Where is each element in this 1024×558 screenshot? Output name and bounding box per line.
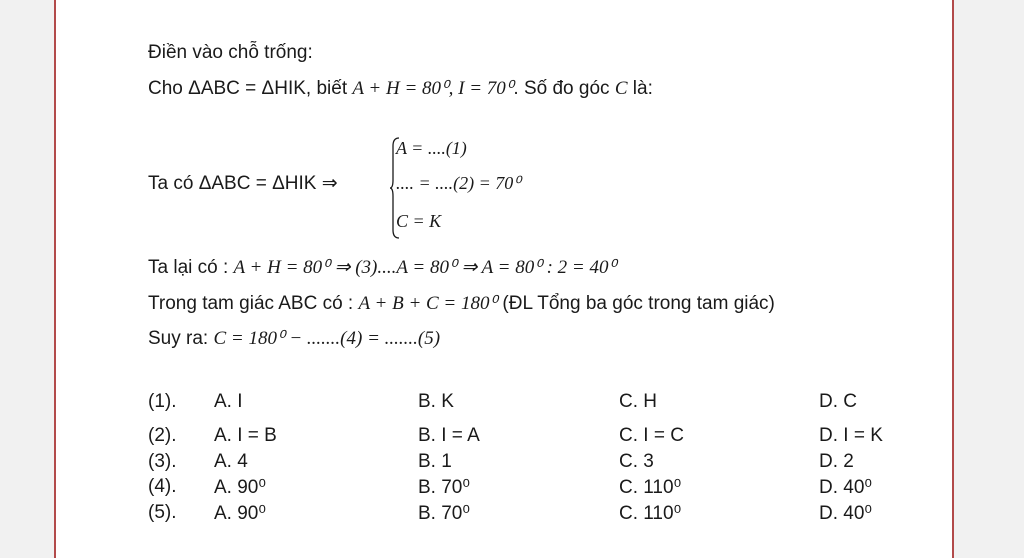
system-row-3: C = K <box>396 211 442 231</box>
given-suffix: . Số đo góc <box>513 78 610 99</box>
exercise-title: Điền vào chỗ trống: <box>148 42 313 63</box>
option-a: A. I = B <box>214 425 277 446</box>
document-page <box>54 0 954 558</box>
option-d: D. 40⁰ <box>819 477 873 498</box>
option-c: C. 3 <box>619 451 654 472</box>
lai-co-label: Ta lại có : <box>148 257 229 278</box>
option-number: (5). <box>148 502 177 523</box>
line-tam-giac <box>148 292 775 315</box>
tam-giac-expression: A + B + C = 180⁰ <box>358 293 498 314</box>
system-label: Ta có ΔABC = ΔHIK ⇒ <box>148 173 338 194</box>
option-a: A. 4 <box>214 451 248 472</box>
option-number: (3). <box>148 451 177 472</box>
option-a: A. I <box>214 391 243 412</box>
option-b: B. 70⁰ <box>418 503 470 524</box>
tam-giac-note: (ĐL Tổng ba góc trong tam giác) <box>502 293 775 314</box>
option-c: C. 110⁰ <box>619 503 682 524</box>
option-c: C. 110⁰ <box>619 477 682 498</box>
line-lai-co <box>148 256 616 279</box>
option-c: C. H <box>619 391 657 412</box>
option-number: (2). <box>148 425 177 446</box>
given-prefix: Cho ΔABC = ΔHIK, biết <box>148 78 348 99</box>
suy-ra-expression: C = 180⁰ − .......(4) = .......(5) <box>213 328 441 349</box>
option-d: D. 2 <box>819 451 854 472</box>
option-b: B. 70⁰ <box>418 477 470 498</box>
option-d: D. C <box>819 391 857 412</box>
given-end: là: <box>632 78 653 99</box>
given-expression: A + H = 80⁰, I = 70⁰ <box>352 78 514 99</box>
option-number: (4). <box>148 476 177 497</box>
line-suy-ra <box>148 327 440 350</box>
tam-giac-label: Trong tam giác ABC có : <box>148 293 354 314</box>
option-b: B. I = A <box>418 425 480 446</box>
option-number: (1). <box>148 391 177 412</box>
option-a: A. 90⁰ <box>214 477 266 498</box>
option-a: A. 90⁰ <box>214 503 266 524</box>
option-b: B. 1 <box>418 451 452 472</box>
option-d: D. 40⁰ <box>819 503 873 524</box>
system-row-1: A = ....(1) <box>396 138 467 158</box>
given-angle: C <box>614 78 628 99</box>
given-statement <box>148 77 653 100</box>
option-d: D. I = K <box>819 425 883 446</box>
option-b: B. K <box>418 391 454 412</box>
system-row-2: .... = ....(2) = 70⁰ <box>396 173 521 193</box>
lai-co-expression: A + H = 80⁰ ⇒ (3)....A = 80⁰ ⇒ A = 80⁰ : 2 = 40⁰ <box>233 257 617 278</box>
suy-ra-label: Suy ra: <box>148 328 209 349</box>
option-c: C. I = C <box>619 425 684 446</box>
